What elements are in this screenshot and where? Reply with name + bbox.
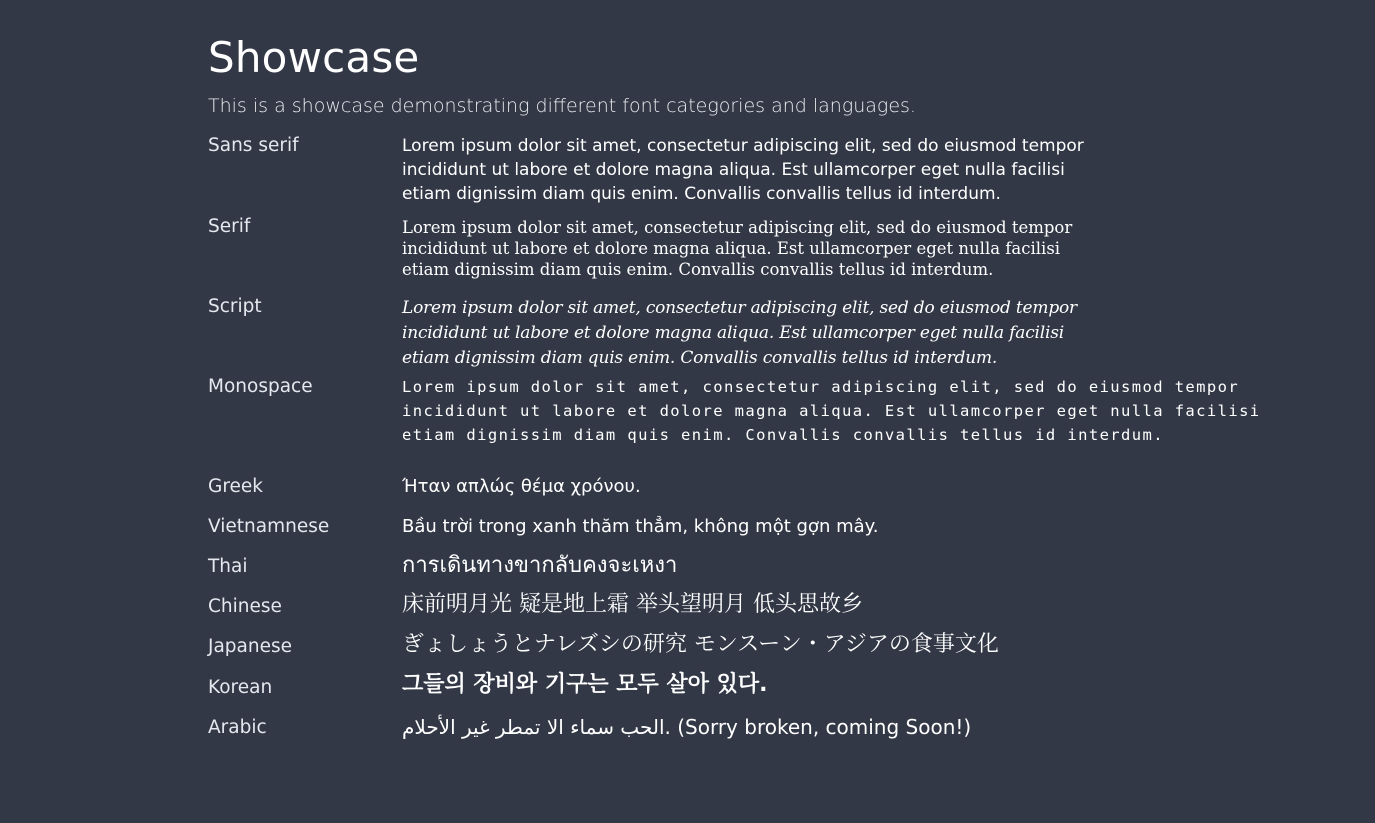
sample-text: 그들의 장비와 기구는 모두 살아 있다. xyxy=(402,672,768,697)
sample-line: Lorem ipsum dolor sit amet, consectetur adipiscing elit, sed do eiusmod tempor xyxy=(402,378,1240,396)
page-title: Showcase xyxy=(208,33,420,82)
sample-text: 床前明月光 疑是地上霜 举头望明月 低头思故乡 xyxy=(402,592,863,617)
sample-text xyxy=(402,217,1072,280)
sample-line: incididunt ut labore et dolore magna aliqua. Est ullamcorper eget nulla facilisi xyxy=(402,402,1261,420)
sample-label: Greek xyxy=(208,476,264,497)
sample-text: ぎょしょうとナレズシの研究 モンスーン・アジアの食事文化 xyxy=(402,632,999,657)
sample-line: incididunt ut labore et dolore magna aliqua. Est ullamcorper eget nulla facilisi xyxy=(402,160,1065,180)
sample-line: etiam dignissim diam quis enim. Convallis convallis tellus id interdum. xyxy=(402,184,1001,204)
sample-text: การเดินทางขากลับคงจะเหงา xyxy=(402,553,678,578)
sample-label: Korean xyxy=(208,677,273,698)
sample-label: Thai xyxy=(208,556,248,577)
sample-label: Chinese xyxy=(208,596,282,617)
sample-label: Monospace xyxy=(208,376,313,397)
sample-label: Serif xyxy=(208,216,251,237)
sample-label: Arabic xyxy=(208,717,267,738)
sample-text: Ήταν απλώς θέμα χρόνου. xyxy=(402,476,641,497)
sample-text xyxy=(402,134,1084,206)
sample-text xyxy=(402,296,1077,371)
sample-text: ﺍﻟﺤﺐ ﺳﻤﺎﺀ ﺍﻻ ﺗﻤﻄﺮ ﻏﻴﺮ ﺍﻷﺣﻼﻡ. (Sorry broken, coming Soon!) xyxy=(402,715,972,739)
page-subtitle: This is a showcase demonstrating different font categories and languages. xyxy=(208,95,916,117)
sample-line: Lorem ipsum dolor sit amet, consectetur adipiscing elit, sed do eiusmod tempor xyxy=(402,218,1073,237)
sample-label: Japanese xyxy=(208,636,292,657)
sample-line: incididunt ut labore et dolore magna aliqua. Est ullamcorper eget nulla facilisi xyxy=(402,323,1064,343)
sample-line: Lorem ipsum dolor sit amet, consectetur adipiscing elit, sed do eiusmod tempor xyxy=(402,136,1084,156)
sample-label: Vietnamnese xyxy=(208,516,330,537)
sample-line: incididunt ut labore et dolore magna aliqua. Est ullamcorper eget nulla facilisi xyxy=(402,239,1061,258)
sample-text xyxy=(402,375,1261,447)
sample-label: Script xyxy=(208,296,262,317)
sample-line: etiam dignissim diam quis enim. Convallis convallis tellus id interdum. xyxy=(402,260,994,279)
sample-line: Lorem ipsum dolor sit amet, consectetur adipiscing elit, sed do eiusmod tempor xyxy=(402,298,1077,318)
sample-text: Bầu trời trong xanh thăm thẳm, không một gợn mây. xyxy=(402,516,879,537)
sample-line: etiam dignissim diam quis enim. Convallis convallis tellus id interdum. xyxy=(402,348,998,368)
sample-label: Sans serif xyxy=(208,135,299,156)
sample-line: etiam dignissim diam quis enim. Convallis convallis tellus id interdum. xyxy=(402,426,1164,444)
